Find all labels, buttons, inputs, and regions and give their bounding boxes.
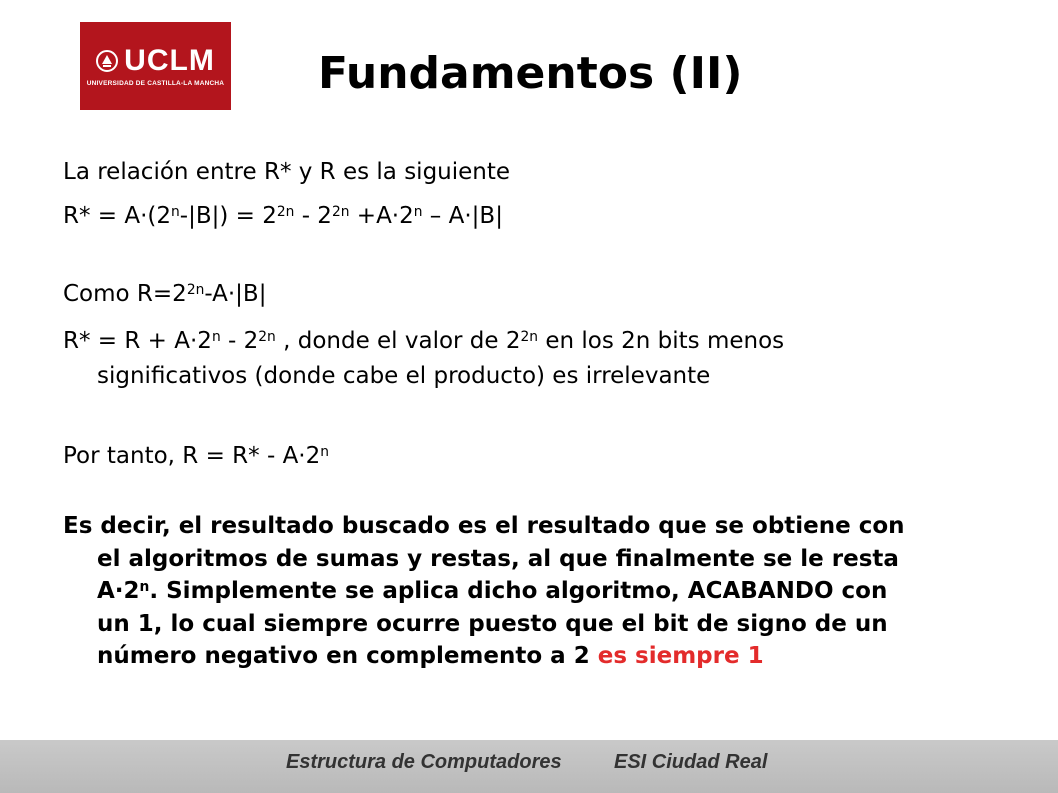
footer-school: ESI Ciudad Real bbox=[614, 751, 768, 773]
conclusion-line-3: $A\cdot 2^n$. Simplemente se aplica dicho algoritmo, ACABANDO con bbox=[97, 578, 888, 604]
substitution-line: $R* = R + A\cdot 2^n - 2^{2n}$ , donde el valor de $2^{2n}$ en los 2n bits menos bbox=[63, 328, 785, 354]
result-line: Por tanto, $R = R* - A\cdot 2^n$ bbox=[63, 443, 329, 469]
conclusion-line-5: número negativo en complemento a 2 es siempre 1 bbox=[97, 643, 764, 669]
substitution-continuation: significativos (donde cabe el producto) es irrelevante bbox=[97, 363, 711, 389]
logo-mark bbox=[96, 43, 215, 77]
highlighted-text: es siempre 1 bbox=[597, 643, 764, 669]
como-line: Como $R=2^{2n}-A\cdot|B|$ bbox=[63, 281, 267, 307]
logo-subtitle: UNIVERSIDAD DE CASTILLA-LA MANCHA bbox=[86, 79, 225, 87]
logo-name: UCLM bbox=[124, 43, 215, 77]
university-seal-icon bbox=[96, 50, 118, 72]
slide-title: Fundamentos (II) bbox=[318, 48, 743, 99]
conclusion-paragraph bbox=[63, 510, 1018, 673]
conclusion-line-1: Es decir, el resultado buscado es el resultado que se obtiene con bbox=[63, 513, 905, 539]
conclusion-line-4: un 1, lo cual siempre ocurre puesto que el bit de signo de un bbox=[97, 610, 888, 637]
conclusion-line-2: el algoritmos de sumas y restas, al que finalmente se le resta bbox=[97, 545, 899, 572]
intro-line: La relación entre R* y R es la siguiente bbox=[63, 159, 511, 185]
university-logo bbox=[80, 22, 231, 110]
footer-bar bbox=[0, 740, 1058, 793]
footer-course: Estructura de Computadores bbox=[286, 751, 562, 773]
equation-line: $R* = A\cdot(2^n-|B|) = 2^{2n} - 2^{2n} +A\cdot 2^n - A\cdot|B|$ bbox=[63, 203, 503, 229]
